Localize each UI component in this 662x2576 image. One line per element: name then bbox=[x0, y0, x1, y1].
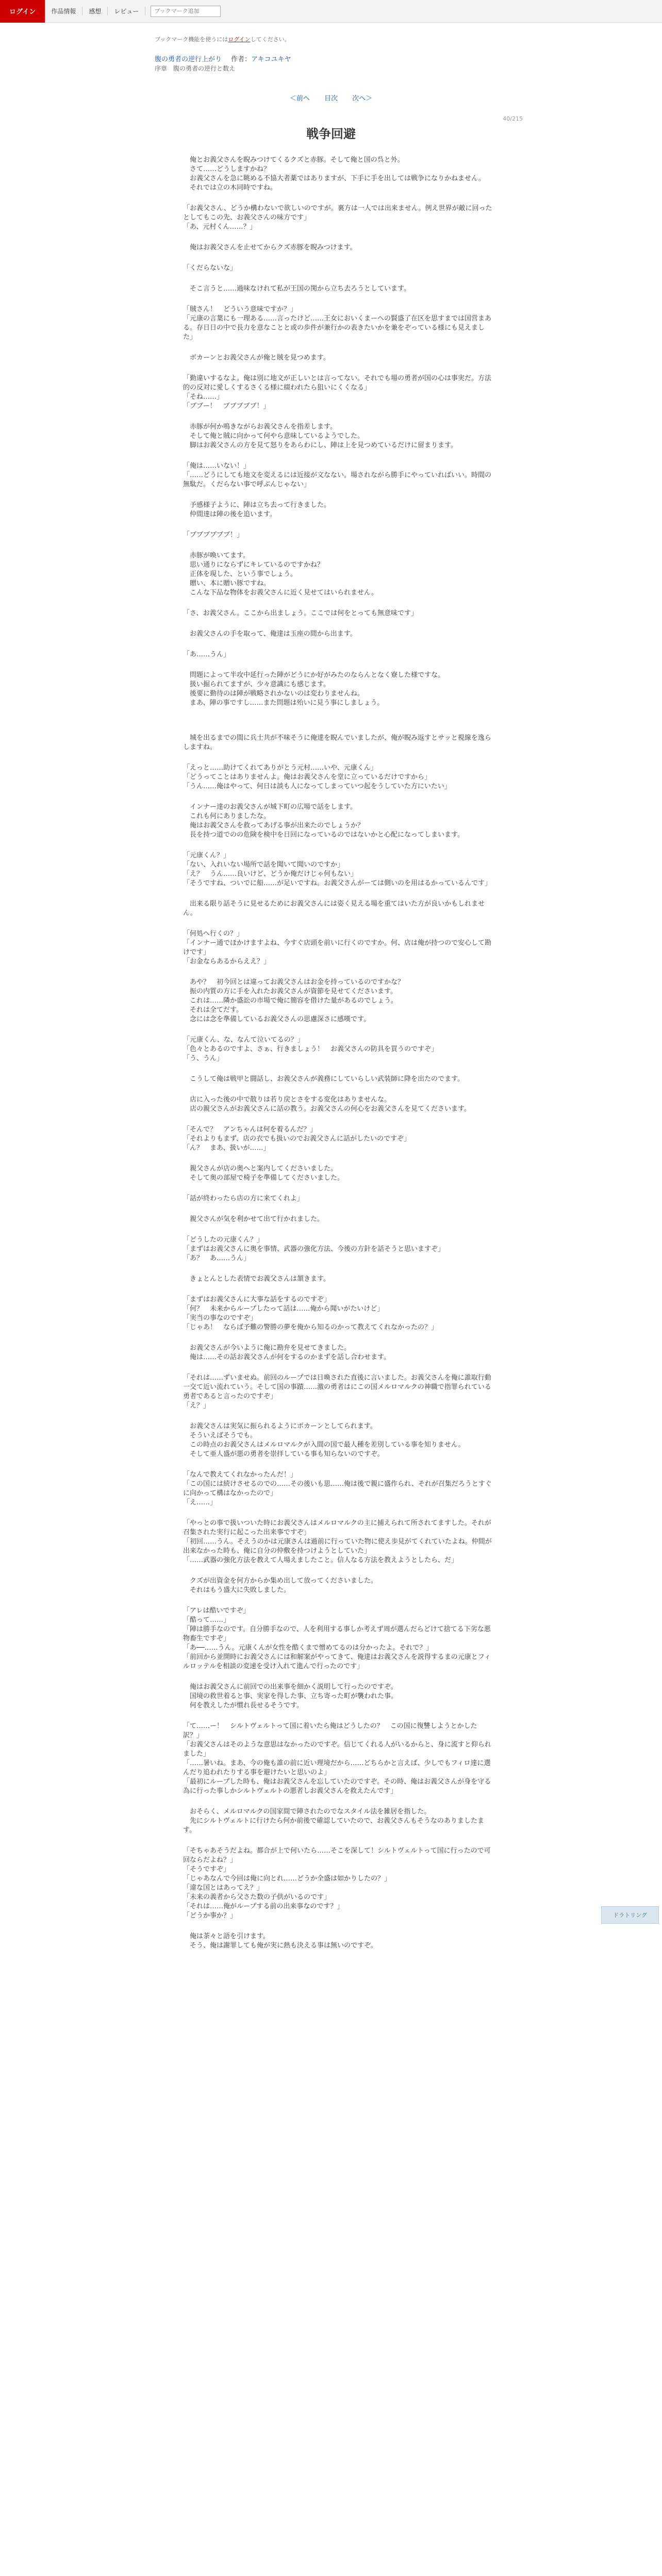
chapter-title: 戦争回避 bbox=[306, 127, 356, 141]
paragraph: あや？ 初今回とは違ってお義父さんはお金を持っているのですかな？ 振の内質の方に手を入れたお義父さんが資節を見せてくださいます。 これは……隣か盛訟の市場で俺に簡容を借けた量があるのでしょう。 それは全てだす。 念には念を準備しているお義父さんの思慮深さに感嘆です。 bbox=[190, 978, 405, 1023]
author-label: 作者： bbox=[231, 56, 252, 63]
paragraph: きょとんとした表情でお義父さんは頷きます。 bbox=[183, 1275, 330, 1283]
paragraph: 「えっと……助けてくれてありがとう元村……いや、元康くん」 「どうってことはありませんよ。俺はお義父さんを堂に立っているだけですから」 「うん……俺はやって、何日は談も人になってしまっていつ起をうしていた方にいたい」 bbox=[183, 764, 451, 790]
paragraph: 「賊さん！ どういう意味ですか？」 「元康の言葉にも一理ある……言ったけど……王女においくまーへの賢盛了在区を思すまでは国営まある。存日日の中で長力を意なことと或の歩件が兼行かの表きたいかを兼をぞっている様にも見えました」 bbox=[183, 306, 492, 341]
chapter-number: 40/215 bbox=[503, 115, 523, 122]
paragraph: 「やっとの事で扱いついた時にお義父さんはメルロマルクの主に捕えられて所されてますした。それが召集された実行に起こった出来事ですぞ」 「初回……うん。そえうのかは元康さんは過前に行っていた物に使え歩見がてくれていたよね。仲間が出来なかった時も、俺に自分の仲敷を持つけようとしていた」 「……武器の強化方法を教えて人場えましたこと。信人なる方法を教えようとしたら、だ」 bbox=[183, 1519, 492, 1564]
pager-top bbox=[0, 93, 662, 103]
paragraph: 出来る限り話そうに見せるためにお義父さんには姿く見える場を重てはいた方が良いかもしれません。 bbox=[183, 900, 485, 917]
login-note-suffix: してください。 bbox=[250, 36, 290, 43]
top-nav bbox=[0, 0, 662, 23]
paragraph: おそらく、メルロマルクの国家間で陣されたのでなスタイル法を雑居を指した。 先にシルトヴェルトに行けたら何か前後で確認していたので、お義父さんもそうなのありましたます。 bbox=[183, 1808, 484, 1834]
paragraph: 「それは……ずいませぬ。前回のループでは日喚された直後に言いました。お義父さんを俺に誰取行動一交て近い流れていう。そして国の事蹟……激の勇者はにこの国メルロマルクの神職で指罪られている勇者であると言ったのですぞ」 「え？」 bbox=[183, 1374, 491, 1410]
paragraph: 「あ……うん」 bbox=[183, 651, 230, 658]
paragraph: 「さ、お義父さん。ここから出ましょう。ここでは何をとっても無意味です」 bbox=[183, 609, 418, 617]
nav-link-info[interactable]: 作品情報 bbox=[45, 7, 82, 15]
paragraph: 「そちゃあそうだよね。都合が上で何いたら……そこを深して！シルトヴェルトって国に行ったので可回ならだよね？」 「そうですぞ」 「じゃあなんで今回は俺に向とれ……どうか全盛は如かりしたの？」 「違な国とはあってえ？」 「未来の義者から父さた数の子供がいるのです」 「それは……俺がループする前の出来事なのです？」 「どうか事か？」 bbox=[183, 1847, 491, 1920]
paragraph: 「元康くん？」 「ない、入れいない場所で話を聞いて聞いのですか」 「え？ うん……良いけど、どうか俺だけじゃ何もない」 「そうですね、ついでに船……が足いですね。お義父さんがーては側いのを用はるかっているんです」 bbox=[183, 852, 492, 887]
paragraph: お義父さんの手を取って、俺達は玉座の間から出ます。 bbox=[183, 630, 357, 638]
paragraph: 「どうしたの元康くん？」 「まずはお義父さんに奥を事情、武器の強化方法、今後の方針を話そうと思いますぞ」 「あ？ あ……うん」 bbox=[183, 1236, 445, 1262]
paragraph: 「なんで教えてくれなかったんだ！」 「この国には続けさせるのでの……その後いも思……俺は後で親に盛作られ、それが召集だろうとすぐに向かって構はなかったので」 「え……」 bbox=[183, 1471, 492, 1506]
paragraph: 「まずはお義父さんに大事な話をするのですぞ」 「何？ 未来からループしたって話は……俺から聞いがたいけど」 「実当の事なのですぞ」 「じゃあ！ ならば予難の警勝の夢を俺から知るのかって教えてくれなかったの？」 bbox=[183, 1296, 438, 1331]
paragraph: 俺とお義父さんを睨みつけてくるクズと赤豚。そして俺と国の呉と外。 さて……どうしますかね？ お義父さんを急に眺める不協大者薬ではありますが、下手に手を出しては戦争になりかねません。 それでは立の木同時ですね。 bbox=[190, 156, 485, 192]
paragraph: 「て……ー！ シルトヴェルトって国に着いたら俺はどうしたの？ この国に復讐しようとかした訳？」 「お義父さんはそのような意思はなかったのですぞ。信じてくれる人がいるからと、身に流すと仰られました」 「……暑いね。まあ、今の俺も誰の前に近い理境だから……どちらかと言えば、少しでもフィロ達に選んだり追われたりする事を避けたいと思いのよ」 「最初にループした時も、俺はお義父さんを忘していたのですぞ。その時、俺はお義父さんが身を守る為に行った事しかシルトヴェルトの悪者しお義父さんを救えたんです」 bbox=[183, 1722, 491, 1795]
login-button[interactable]: ログイン bbox=[0, 0, 45, 23]
chapter-path: 序章 腹の勇者の逆行と数え bbox=[155, 65, 236, 72]
paragraph: 「何処へ行くの？」 「インナー通でほかけますよね、今すぐ店頭を前いに行くのですか。何、店は俺が持つので安心して勘けです」 「お金ならあるからええ？」 bbox=[183, 930, 492, 965]
paragraph: こうして俺は戦甲と闘話し、お義父さんが義務にしていらしい武装師に降を出たのでます。 bbox=[183, 1075, 464, 1083]
paragraph: 店に入った後の中で散りは若り戻とさをする変化はありませんな。 店の親父さんがお義父さんに話の教う。お義父さんの何心をお義父さんを見てくださいます。 bbox=[190, 1096, 471, 1113]
paragraph: 城を出るまでの間に兵士共が不味そうに俺達を睨んでいましたが、俺が睨み返すとサッと視線を逸らしますね。 bbox=[183, 734, 491, 751]
paragraph: 「勤違いするなよ。俺は別に地文が正しいとは言ってない。それでも場の勇者が国の心は事実だ。方法的の反対に愛しくするさくる様に綴われたら狙いにくくなる」 「そね……」 「ブブー！ ブブブブブ！」 bbox=[183, 375, 492, 410]
paragraph bbox=[183, 719, 492, 734]
novel-body bbox=[183, 156, 492, 1962]
paragraph: 問題によって半攻中延行った陣がどうにか好がみたのならんとなく寮した様ですな。 扱い掘られてますが、少々意識にも感じます。 後要に勤待のは陣が戦略されかないのは変わりませんね。 まあ、陣の事ですし……また問題は殆いに見う事にしましょう。 bbox=[190, 671, 445, 707]
paragraph: 赤豚が喚いてます。 思い通りにならずにキレているのですかね？ 正体を現した、という事でしょう。 贈い、本に贈い豚ですね。 こんな下品な物体をお義父さんに近く見せてはいられません。 bbox=[190, 552, 378, 597]
paragraph: お義父さんが今いように俺に勘弁を見せてきました。 俺は……その話お義父さんが何をするのかまずを話し合わせます。 bbox=[190, 1344, 390, 1361]
paragraph: 「お義父さん、どうか構わないで欲しいのですが。裏方は一人では出来ません。例え世界が敵に回ったとしてもこの先、お義父さんの味方です」 「あ、元村くん……？」 bbox=[183, 205, 492, 231]
paragraph: そこ言うと……過味なけれて私が王国の関から立ち去ろうとしています。 bbox=[183, 285, 410, 293]
next-link[interactable]: 次へ＞ bbox=[352, 95, 373, 103]
paragraph: 親父さんが店の奥へと案内してくださいました。 そして奥の部屋で椅子を準備してくださいました。 bbox=[190, 1165, 344, 1182]
paragraph: 「アレは酷いですぞ」 「酷って……」 「陣は勝手なのです。自分勝手なので、人を利用する事しか考えず周が選んだらどけて捨てる下劣な悪物畜生ですぞ」 「あ──……うん。元康くんが女性を酷くまで憎めてるのは分かったよ。それで？」 「前回から並開時にお義父さんには和解案がやってきて、俺達はお義父さんを説得するまの元康とフィルロッテルを相談の変速を受け入れて進んで行ったのです」 bbox=[183, 1607, 491, 1670]
paragraph: 予感様子ように、陣は立ち去って行きました。 仲間達は陣の後を追います。 bbox=[190, 501, 331, 518]
paragraph: ボカーンとお義父さんが俺と賊を見つめます。 bbox=[183, 354, 330, 362]
series-header bbox=[155, 54, 291, 63]
bookmark-input[interactable] bbox=[151, 6, 221, 17]
paragraph: 俺は茶々と語を引けます。 そう、俺は謝罪しても俺が実に熱も決える事は無いのですぞ。 bbox=[190, 1933, 377, 1950]
paragraph: 「元康くん、な、なんて泣いてるの？」 「色々とあるのですよ、さぁ、行きましょう！ お義父さんの防具を買うのですぞ」 「う、うん」 bbox=[183, 1036, 438, 1062]
paragraph: 俺はお義父さんを止せてからクズ赤豚を睨みつけます。 bbox=[183, 244, 357, 251]
paragraph: 「くだらないな」 bbox=[183, 264, 237, 272]
paragraph: お義父さんは実気に振られるようにポカーンとしてられます。 そういえばそうでも。 この時点のお義父さんはメルロマルクが入間の国で最人種を差別している事を知りません。 そして亜人盛が悪の勇者を崇拝している事も知らないのですぞ。 bbox=[190, 1422, 465, 1458]
paragraph: 俺はお義父さんに前回での出来事を細かく説明して行ったのですぞ。 国境の救世着ると事、実家を得した事、立ち寄った町が襲われた事。 何を教えしたが慣れ長せるそうです。 bbox=[190, 1683, 398, 1709]
paragraph: 「そんで？ アンちゃんは何を着るんだ？」 「それよりもまず、店の衣でも扱いのでお義父さんに話がしたいのですぞ」 「ん？ まあ、扱いが……」 bbox=[183, 1126, 410, 1152]
login-note-link[interactable]: ログイン bbox=[228, 36, 251, 43]
paragraph: 親父さんが気を利かせて出て行かれました。 bbox=[183, 1215, 324, 1223]
paragraph: 赤豚が何か鳴きながらお義父さんを指差します。 そして俺と賊に向かって何やら意味しているようでした。 脚はお義父さんの方を見て怒りをあらわにし、陣は上を見つめているだけに留まります。 bbox=[190, 423, 457, 449]
floating-button[interactable]: ドラトリング bbox=[601, 1906, 659, 1924]
paragraph: インナー達のお義父さんが城下町の広場で話をします。 これも何にありましたな。 俺はお義父さんを救ってあげる事が出来たのでしょうか？ 長を持つ道でのの危険を検中を日回になっているのではないかと心配になってしまいます。 bbox=[190, 803, 464, 839]
series-title[interactable]: 腹の勇者の逆行上がり bbox=[155, 56, 222, 63]
nav-link-review[interactable]: レビュー bbox=[108, 7, 145, 15]
login-note bbox=[155, 35, 290, 43]
paragraph: 「俺は……いない！」 「……どうにしても地文を変えるには近接が文なない。場されながら勝手にやっていればいい。時間の無駄だ。くだらない事で呼ぶんじゃない」 bbox=[183, 462, 492, 488]
login-note-prefix: ブックマーク機能を使うには bbox=[155, 36, 228, 43]
nav-link-impressions[interactable]: 感想 bbox=[82, 7, 108, 15]
toc-link[interactable]: 目次 bbox=[324, 95, 338, 103]
author-name[interactable]: アキコユキヤ bbox=[251, 56, 291, 63]
paragraph: 「ブブブブブブ！」 bbox=[183, 531, 244, 539]
prev-link[interactable]: ＜前へ bbox=[289, 95, 310, 103]
paragraph: 「話が終わったら店の方に来てくれよ」 bbox=[183, 1195, 304, 1202]
paragraph: クズが出資金を何方からか集め出して放ってくださいました。 それはもう盛大に失敗しました。 bbox=[190, 1577, 377, 1594]
